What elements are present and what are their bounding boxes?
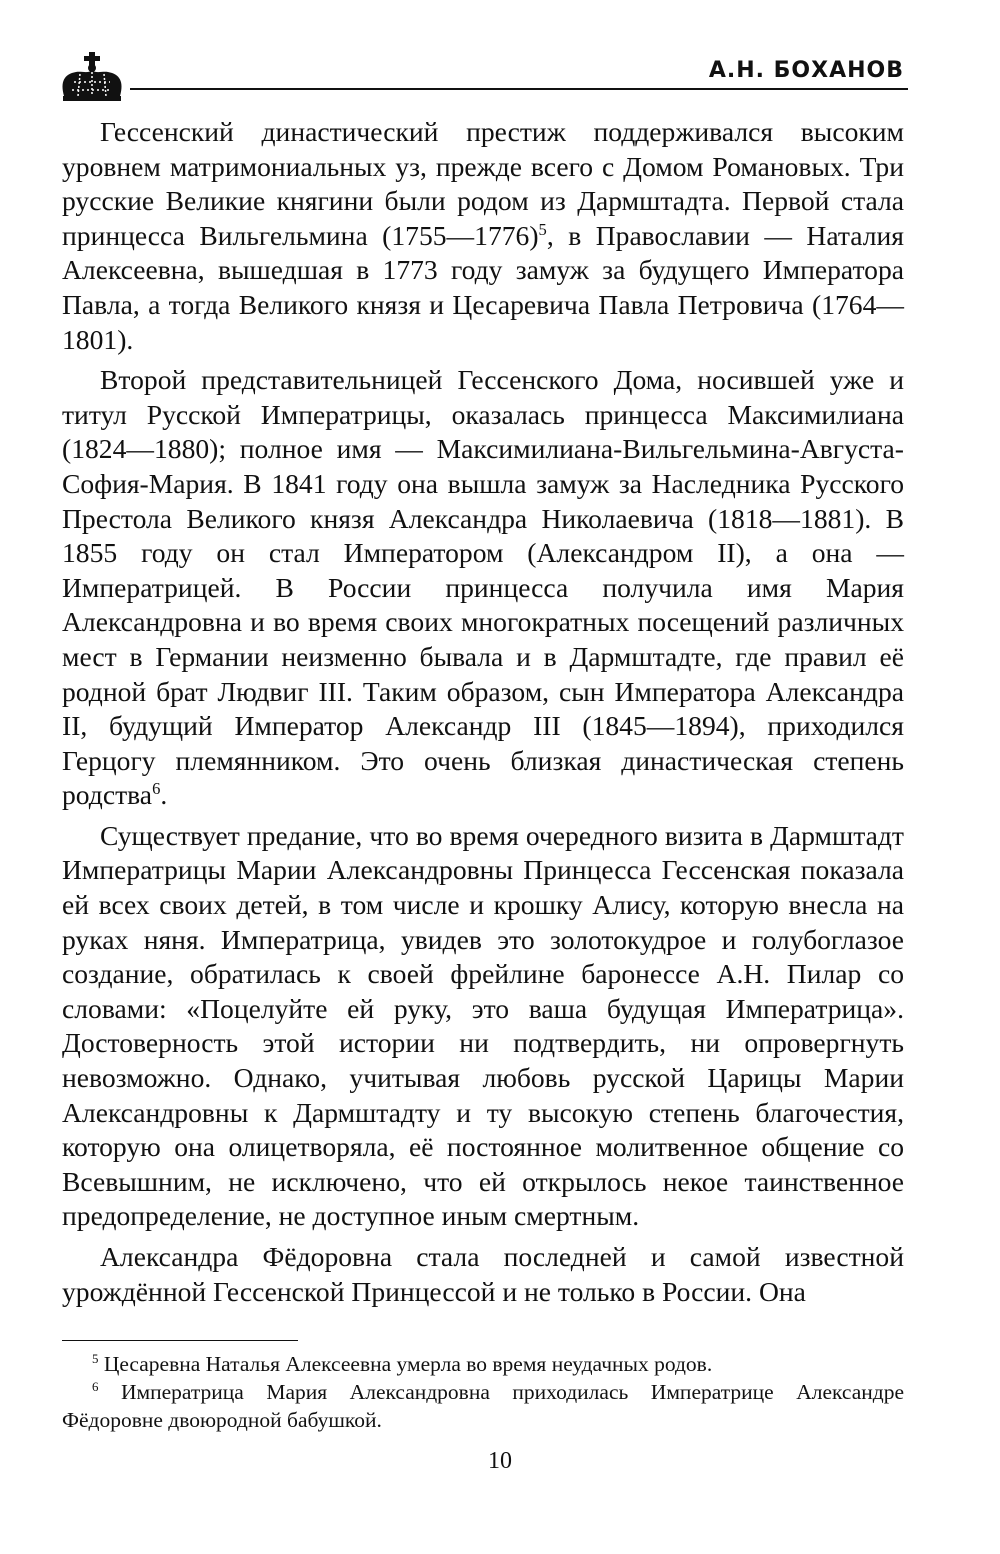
main-text	[62, 115, 904, 1315]
imperial-crown-icon	[58, 52, 126, 102]
paragraph: Гессенский династический престиж поддерживался высоким уровнем матримониальных уз, прежде всего с Домом Романовых. Три русские Великие княгини были родом из Дармштадта. Первой стала принцесса Вильгельмина (1755—1776)$^5$, в Православии — Наталия Алексеевна, вышедшая в 1773 году замуж за будущего Императора Павла, а тогда Великого князя и Цесаревича Павла Петровича (1764—1801).	[62, 116, 904, 355]
paragraph: Существует предание, что во время очередного визита в Дармштадт Императрицы Марии Александровны Принцесса Гессенская показала ей всех своих детей, в том числе и крошку Алису, которую внесла на руках няня. Императрица, увидев это золотокудрое и голубоглазое создание, обратилась к своей фрейлине баронессе А.Н. Пилар со словами: «Поцелуйте ей руку, это ваша будущая Императрица». Достоверность этой истории ни подтвердить, ни опровергнуть невозможно. Однако, учитывая любовь русской Царицы Марии Александровны к Дармштадту и ту высокую степень благочестия, которую она олицетворяла, её постоянное молитвенное общение со Всевышним, не исключено, что ей открылось некое таинственное предопределение, не доступное иным смертным.	[62, 819, 904, 1232]
footnote-ref[interactable]: 6	[152, 779, 161, 799]
paragraph: Александра Фёдоровна стала последней и самой известной урождённой Гессенской Принцессой и не только в России. Она	[62, 1241, 904, 1307]
page-number: 10	[488, 1448, 512, 1474]
running-header	[58, 52, 908, 104]
footnote-divider	[62, 1340, 298, 1341]
footnote: $^6$ Императрица Мария Александровна приходилась Императрице Александре Фёдоровне двоюродной бабушкой.	[62, 1379, 904, 1432]
footnote-ref[interactable]: 5	[538, 219, 547, 239]
footnote: $^5$ Цесаревна Наталья Алексеевна умерла во время неудачных родов.	[92, 1351, 713, 1376]
author-name: А.Н. БОХАНОВ	[708, 58, 904, 83]
footnotes	[62, 1350, 904, 1434]
header-rule	[130, 88, 908, 90]
paragraph: Второй представительницей Гессенского Дома, носившей уже и титул Русской Императрицы, оказалась принцесса Максимилиана (1824—1880); полное имя — Максимилиана-Вильгельмина-Августа-София-Мария. В 1841 году она вышла замуж за Наследника Русского Престола Великого князя Александра Николаевича (1818—1881). В 1855 году он стал Императором (Александром II), а она — Императрицей. В России принцесса получила имя Мария Александровна и во время своих многократных посещений различных мест в Германии неизменно бывала и в Дармштадте, где правил её родной брат Людвиг III. Таким образом, сын Императора Александра II, будущий Император Александр III (1845—1894), приходился Герцогу племянником. Это очень близкая династическая степень родства$^6$.	[62, 364, 904, 811]
